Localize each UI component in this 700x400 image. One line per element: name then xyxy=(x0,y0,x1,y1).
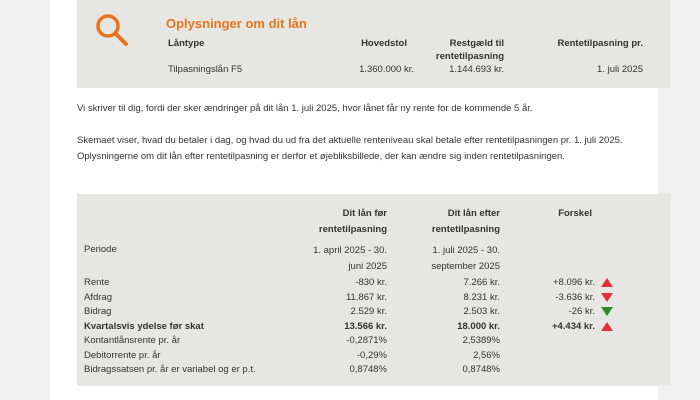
comparison-table xyxy=(77,194,671,386)
magnifier-icon xyxy=(95,13,129,47)
row-difference: -26 kr. xyxy=(568,306,595,317)
row-value-before: 13.566 kr. xyxy=(344,320,387,332)
row-label: Rente xyxy=(84,277,110,288)
loan-info-box xyxy=(77,0,671,88)
row-value-before: -0,2871% xyxy=(346,335,387,346)
col-header-before: Dit lån før rentetilpasning xyxy=(318,208,387,235)
row-label: Kontantlånsrente pr. år xyxy=(84,335,181,346)
row-value-before: 0,8748% xyxy=(349,364,387,375)
value-principal: 1.360.000 kr. xyxy=(359,64,414,75)
row-value-after: 2.503 kr. xyxy=(463,306,500,317)
row-label: Debitorrente pr. år xyxy=(84,349,161,361)
header-principal: Hovedstol xyxy=(361,38,407,49)
row-value-after: 0,8748% xyxy=(462,364,500,375)
letter-page xyxy=(50,0,658,400)
row-value-before: -830 kr. xyxy=(355,277,387,288)
value-loan-type: Tilpasningslån F5 xyxy=(168,64,243,75)
row-difference: +4.434 kr. xyxy=(551,320,595,332)
intro-paragraph: Vi skriver til dig, fordi der sker ændringer på dit lån 1. juli 2025, hvor lånet får ny rente for de kommende 5 år. xyxy=(77,103,533,114)
row-difference: -3.636 kr. xyxy=(555,291,595,303)
value-rate-adjustment-date: 1. juli 2025 xyxy=(597,64,643,75)
period-before: 1. april 2025 - 30. juni 2025 xyxy=(313,245,387,272)
row-value-after: 8.231 kr. xyxy=(463,291,500,303)
explanation-paragraph: Skemaet viser, hvad du betaler i dag, og hvad du ud fra det aktuelle renteniveau skal betale efter rentetilpasningen pr. 1. juli 2025. Oplysningerne om dit lån efter rentetilpasning er derfor et øjebliksbillede, der kan ændre sig inden rentetilpasningen. xyxy=(77,135,623,162)
row-label: Bidrag xyxy=(84,306,112,317)
value-remaining-debt: 1.144.693 kr. xyxy=(449,64,504,75)
row-value-before: 2.529 kr. xyxy=(350,306,387,317)
decrease-arrow-icon xyxy=(601,293,613,302)
increase-arrow-icon xyxy=(601,278,613,287)
period-after: 1. juli 2025 - 30. september 2025 xyxy=(431,245,500,272)
row-label: Bidragssatsen pr. år er variabel og er p.t. xyxy=(84,364,256,375)
row-value-after: 18.000 kr. xyxy=(457,320,500,332)
row-difference: +8.096 kr. xyxy=(553,277,595,288)
row-label: Afdrag xyxy=(84,291,112,303)
col-header-after: Dit lån efter rentetilpasning xyxy=(431,208,500,235)
row-value-before: -0,29% xyxy=(356,349,387,361)
row-label: Kvartalsvis ydelse før skat xyxy=(84,320,204,332)
col-header-difference: Forskel xyxy=(558,208,592,219)
loan-info-title: Oplysninger om dit lån xyxy=(166,16,307,31)
row-value-after: 7.266 kr. xyxy=(463,277,500,288)
row-value-before: 11.867 kr. xyxy=(345,291,387,303)
row-value-after: 2,5389% xyxy=(462,335,500,346)
header-remaining-debt: Restgæld til rentetilpasning xyxy=(435,38,504,62)
header-rate-adjustment: Rentetilpasning pr. xyxy=(557,38,643,49)
header-loan-type: Låntype xyxy=(168,38,205,49)
increase-arrow-icon xyxy=(601,322,613,331)
decrease-arrow-icon xyxy=(601,307,613,316)
period-label: Periode xyxy=(84,244,117,255)
row-value-after: 2,56% xyxy=(473,349,500,361)
